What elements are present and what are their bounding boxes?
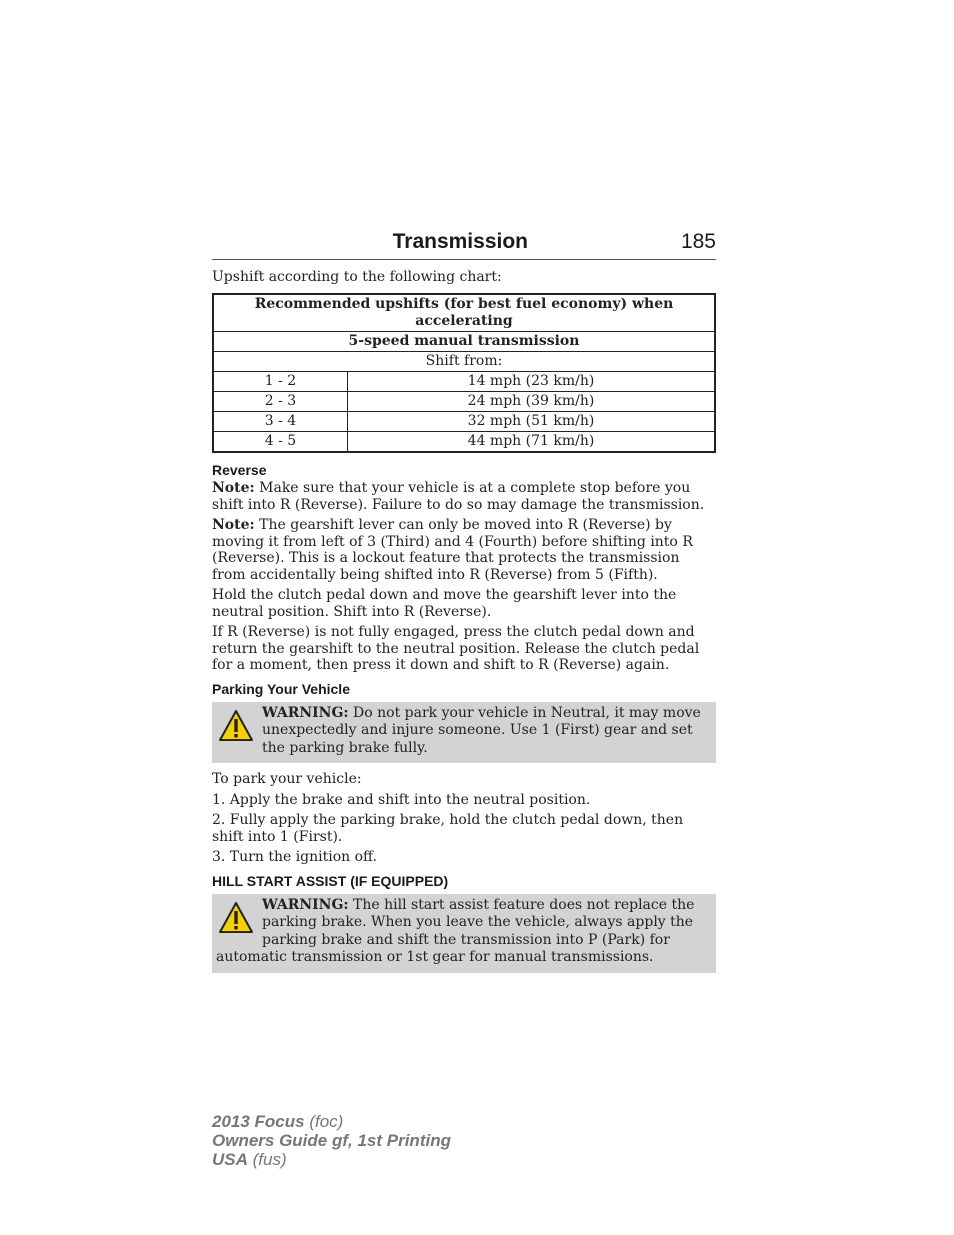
intro-text: Upshift according to the following chart: (212, 269, 502, 285)
footer-line-3 (212, 1150, 451, 1169)
parking-step: 3. Turn the ignition off. (212, 849, 377, 865)
warning-label: WARNING: (262, 896, 349, 913)
warning-text: Do not park your vehicle in Neutral, it may move unexpectedly and injure someone. Use 1 (First) gear and set the parking brake fully. (262, 704, 701, 756)
footer-guide: Owners Guide gf, 1st Printing (212, 1131, 451, 1150)
parking-step: 1. Apply the brake and shift into the neutral position. (212, 791, 591, 808)
footer-model-code: (foc) (304, 1112, 344, 1131)
table-title: Recommended upshifts (for best fuel economy) when accelerating (213, 294, 715, 332)
page-footer (212, 1112, 451, 1169)
warning-text: The hill start assist feature does not replace the parking brake. When you leave the vehicle, always apply the parking brake and shift the transmission into P (Park) for automatic transmission or 1st gear for manual transmissions. (216, 896, 695, 965)
table-row (213, 412, 715, 432)
speed-cell: 32 mph (51 km/h) (348, 412, 716, 432)
manual-page (212, 228, 716, 981)
parking-step: 2. Fully apply the parking brake, hold the clutch pedal down, then shift into 1 (First). (212, 812, 684, 845)
reverse-note-1 (212, 480, 716, 513)
upshift-table (212, 293, 716, 453)
warning-triangle-icon (218, 709, 254, 743)
table-row (213, 372, 715, 392)
footer-region: USA (212, 1150, 248, 1169)
section-title: Transmission (392, 230, 528, 253)
gear-cell: 4 - 5 (213, 432, 348, 453)
footer-line-1 (212, 1112, 451, 1131)
footer-model: 2013 Focus (212, 1112, 305, 1131)
parking-warning-box (212, 702, 716, 764)
reverse-paragraph-2: If R (Reverse) is not fully engaged, press the clutch pedal down and return the gearshift to the neutral position. Release the clutch pedal for a moment, then press it down and shift to R (Reverse) again. (212, 624, 700, 673)
table-row (213, 392, 715, 412)
warning-triangle-icon (218, 901, 254, 935)
speed-cell: 14 mph (23 km/h) (348, 372, 716, 392)
parking-intro: To park your vehicle: (212, 771, 362, 787)
note-text: Make sure that your vehicle is at a complete stop before you shift into R (Reverse). Failure to do so may damage the transmission. (212, 480, 705, 513)
gear-cell: 3 - 4 (213, 412, 348, 432)
note-label: Note: (212, 480, 255, 496)
note-text: The gearshift lever can only be moved into R (Reverse) by moving it from left of 3 (Third) and 4 (Fourth) before shifting into R (Reverse). This is a lockout feature that protects the transmission from accidentally being shifted into R (Reverse) from 5 (Fifth). (212, 517, 693, 583)
note-label: Note: (212, 517, 255, 533)
parking-heading: Parking Your Vehicle (212, 680, 350, 697)
gear-cell: 2 - 3 (213, 392, 348, 412)
page-number: 185 (680, 230, 716, 253)
speed-cell: 24 mph (39 km/h) (348, 392, 716, 412)
table-row (213, 432, 715, 453)
speed-cell: 44 mph (71 km/h) (348, 432, 716, 453)
hill-start-heading: HILL START ASSIST (IF EQUIPPED) (212, 872, 449, 889)
warning-label: WARNING: (262, 704, 349, 721)
footer-region-code: (fus) (247, 1150, 287, 1169)
footer-line-2 (212, 1131, 451, 1150)
gear-cell: 1 - 2 (213, 372, 348, 392)
reverse-note-2 (212, 517, 716, 583)
hill-start-warning-box (212, 894, 716, 973)
reverse-paragraph-1: Hold the clutch pedal down and move the gearshift lever into the neutral position. Shift into R (Reverse). (212, 587, 677, 620)
table-subtitle: 5-speed manual transmission (213, 332, 715, 352)
page-header (212, 228, 716, 260)
reverse-heading: Reverse (212, 462, 267, 478)
shift-from-label: Shift from: (213, 352, 715, 372)
